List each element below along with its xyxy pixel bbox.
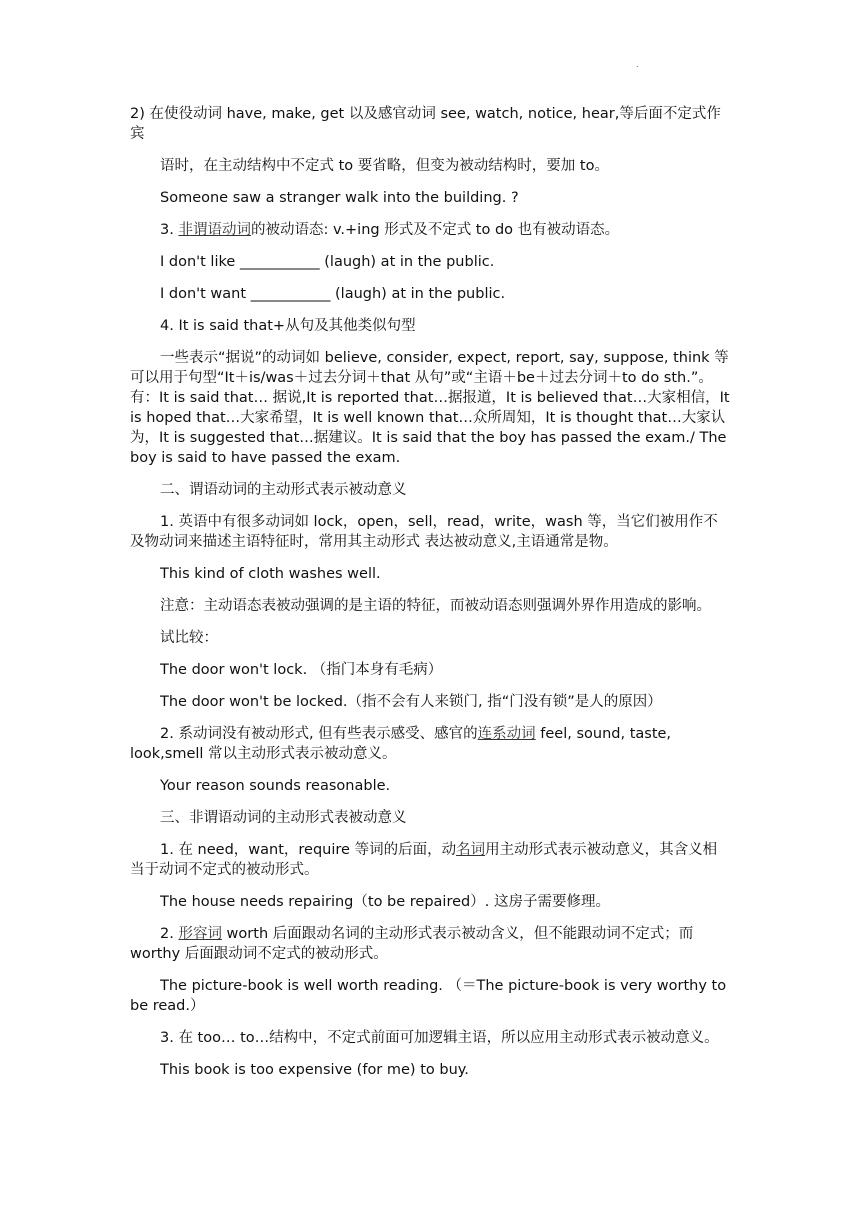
- paragraph-20: The house needs repairing（to be repaired）. 这房子需要修理。: [160, 894, 610, 910]
- document-body: [130, 104, 730, 1092]
- section-heading-3: 三、非谓语动词的主动形式表被动意义: [160, 810, 407, 826]
- paragraph-5: I don't like ___________ (laugh) at in the public.: [160, 254, 495, 270]
- paragraph-1: 2) 在使役动词 have, make, get 以及感官动词 see, watch, notice, hear,等后面不定式作宾: [130, 106, 721, 142]
- paragraph-3: Someone saw a stranger walk into the building. ?: [160, 190, 519, 206]
- text-span: feel, sound, taste, look,smell 常以主动形式表示被动意义。: [130, 726, 672, 762]
- paragraph-19: [130, 840, 730, 880]
- text-span: 1. 在 need，want，require 等词的后面，动: [160, 842, 457, 858]
- paragraph-15: The door won't be locked.（指不会有人来锁门, 指“门没有锁”是人的原因）: [160, 694, 662, 710]
- paragraph-6: I don't want ___________ (laugh) at in the public.: [160, 286, 506, 302]
- paragraph-8: 一些表示“据说”的动词如 believe, consider, expect, report, say, suppose, think 等可以用于句型“It＋is/was＋过去分词＋that 从句”或“主语＋be＋过去分词＋to do sth.”。有：It is said that… 据说,It is reported that…据报道，It is believed that…大家相信，It is hoped that…大家希望，It is well known that…众所周知，It is thought that…大家认为，It is suggested that…据建议。It is said that the boy has passed the exam./ The boy is said to have passed the exam.: [130, 350, 730, 466]
- text-span: 的被动语态: v.+ing 形式及不定式 to do 也有被动语态。: [250, 222, 620, 238]
- page-dot: .: [636, 60, 639, 69]
- paragraph-10: 1. 英语中有很多动词如 lock，open，sell，read，write，wash 等，当它们被用作不及物动词来描述主语特征时，常用其主动形式 表达被动意义,主语通常是物。: [130, 514, 718, 550]
- link-adjective[interactable]: 形容词: [178, 926, 222, 942]
- link-noun[interactable]: 名词: [456, 842, 486, 858]
- paragraph-7: 4. It is said that+从句及其他类似句型: [160, 318, 416, 334]
- paragraph-23: 3. 在 too… to…结构中，不定式前面可加逻辑主语，所以应用主动形式表示被动意义。: [160, 1030, 719, 1046]
- paragraph-24: This book is too expensive (for me) to buy.: [160, 1062, 469, 1078]
- paragraph-2: 语时，在主动结构中不定式 to 要省略，但变为被动结构时，要加 to。: [160, 158, 609, 174]
- paragraph-14: The door won't lock. （指门本身有毛病）: [160, 662, 443, 678]
- text-span: 3.: [160, 222, 179, 238]
- link-non-finite-verb[interactable]: 非谓语动词: [178, 222, 251, 238]
- paragraph-21: [130, 924, 730, 964]
- text-span: 用主动形式表示被动意义，其含义相当于动词不定式的被动形式。: [130, 842, 718, 878]
- paragraph-17: Your reason sounds reasonable.: [160, 778, 391, 794]
- paragraph-4: [130, 220, 730, 240]
- text-span: 2. 系动词没有被动形式, 但有些表示感受、感官的: [160, 726, 478, 742]
- paragraph-22: The picture-book is well worth reading. （＝The picture-book is very worthy to be read.）: [130, 978, 727, 1014]
- paragraph-12: 注意：主动语态表被动强调的是主语的特征，而被动语态则强调外界作用造成的影响。: [160, 598, 711, 614]
- link-linking-verb[interactable]: 连系动词: [477, 726, 536, 742]
- section-heading-2: 二、谓语动词的主动形式表示被动意义: [160, 482, 407, 498]
- paragraph-11: This kind of cloth washes well.: [160, 566, 381, 582]
- text-span: worth 后面跟动名词的主动形式表示被动含义，但不能跟动词不定式；而 worthy 后面跟动词不定式的被动形式。: [130, 926, 694, 962]
- text-span: 2.: [160, 926, 179, 942]
- paragraph-13: 试比较：: [160, 630, 218, 646]
- paragraph-16: [130, 724, 730, 764]
